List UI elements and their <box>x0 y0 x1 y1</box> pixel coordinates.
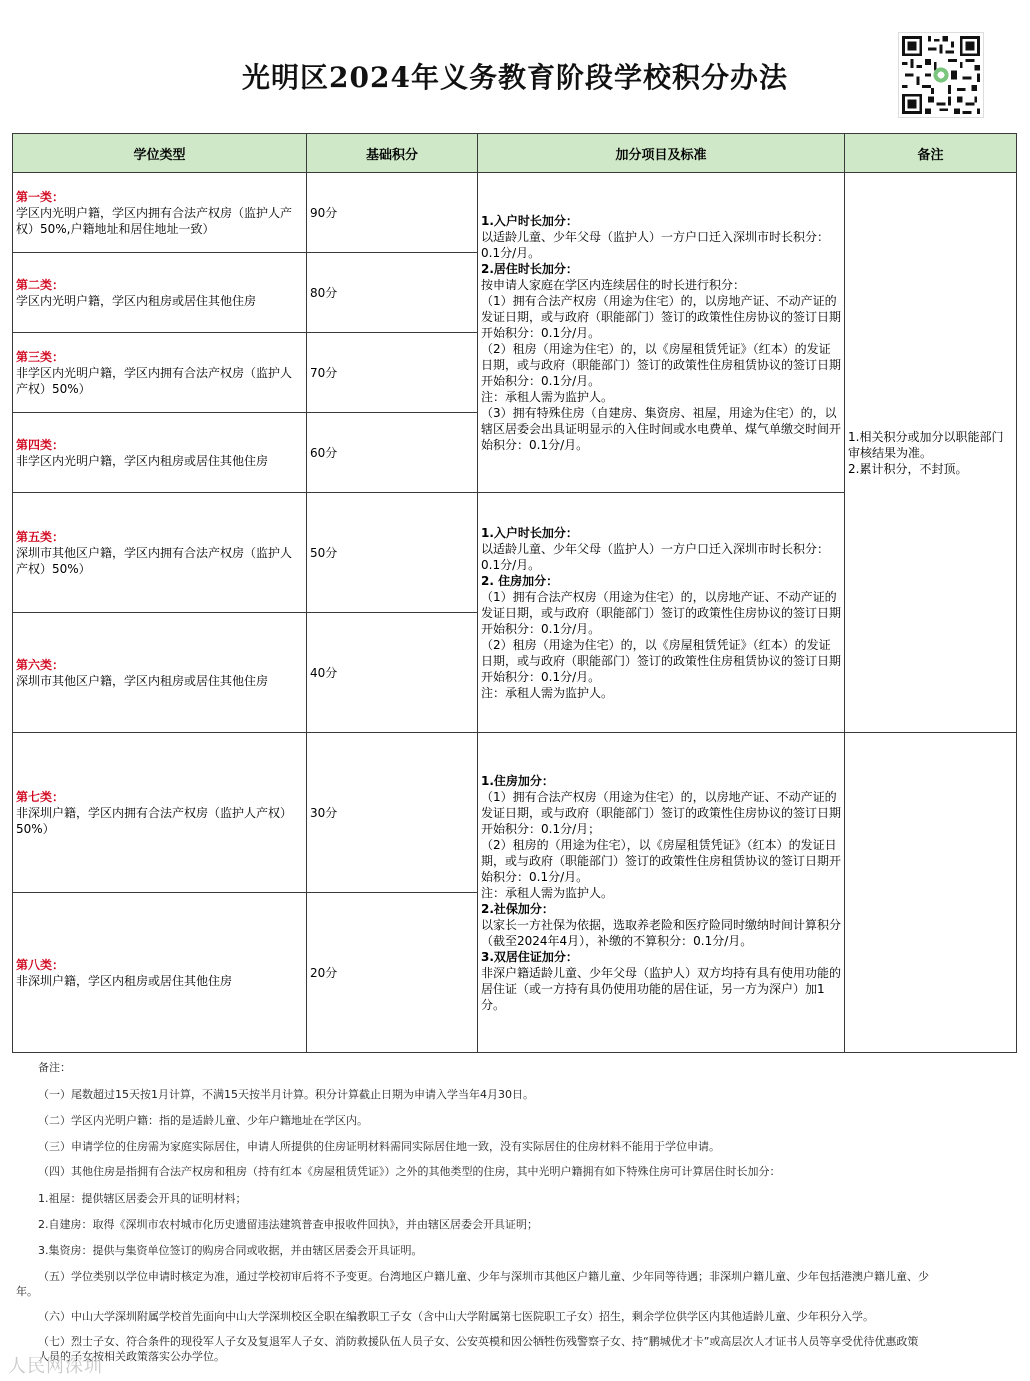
category-name: 第六类： <box>16 657 65 672</box>
category-cell <box>13 413 307 493</box>
category-cell <box>13 733 307 893</box>
note-line: （五）学位类别以学位申请时核定为准，通过学校初审后将不予变更。台湾地区户籍儿童、少年与深圳市其他区户籍儿童、少年同等待遇；非深圳户籍儿童、少年包括港澳户籍儿童、少 <box>38 1270 929 1283</box>
note-line: 3.集资房：提供与集资单位签订的购房合同或收据，并由辖区居委会开具证明。 <box>38 1244 423 1257</box>
qr-code[interactable] <box>898 32 984 118</box>
header-base-score: 基础积分 <box>307 134 478 173</box>
note-line: 年。 <box>16 1285 38 1298</box>
note-line: 2.自建房：取得《深圳市农村城市化历史遗留违法建筑普查申报收件回执》，并由辖区居委会开具证明； <box>38 1218 538 1231</box>
note-line: （二）学区内光明户籍：指的是适龄儿童、少年户籍地址在学区内。 <box>38 1114 368 1127</box>
note-line: （六）中山大学深圳附属学校首先面向中山大学深圳校区全职在编教职工子女（含中山大学附属第七医院职工子女）招生，剩余学位供学区内其他适龄儿童、少年积分入学。 <box>38 1310 874 1323</box>
base-score: 50分 <box>307 493 478 613</box>
bonus-title: 2.居住时长加分： <box>481 261 578 276</box>
base-score: 30分 <box>307 733 478 893</box>
bonus-line: （3）拥有特殊住房（自建房、集资房、祖屋，用途为住宅）的，以辖区居委会出具证明显示的入住时间或水电费单、煤气单缴交时间开始积分：0.1分/月。 <box>481 405 842 452</box>
bonus-title: 1.入户时长加分： <box>481 525 578 540</box>
watermark: 人民网深圳 <box>8 1356 103 1376</box>
category-cell <box>13 613 307 733</box>
remark-cell-empty <box>845 733 1017 1053</box>
base-score: 60分 <box>307 413 478 493</box>
bonus-title: 2. 住房加分： <box>481 573 559 588</box>
category-desc: 非学区内光明户籍，学区内拥有合法产权房（监护人产权）50%） <box>16 365 293 396</box>
bonus-line: （1）拥有合法产权房（用途为住宅）的，以房地产证、不动产证的发证日期，或与政府（职能部门）签订的政策性住房协议的签订日期开始积分：0.1分/月。 <box>481 589 842 636</box>
category-cell <box>13 173 307 253</box>
note-line: （四）其他住房是指拥有合法产权房和租房（持有红本《房屋租赁凭证》）之外的其他类型的住房，其中光明户籍拥有如下特殊住房可计算居住时长加分： <box>38 1165 781 1178</box>
bonus-line: 以适龄儿童、少年父母（监护人）一方户口迁入深圳市时长积分：0.1分/月。 <box>481 541 830 572</box>
bonus-line: 以家长一方社保为依据，选取养老险和医疗险同时缴纳时间计算积分（截至2024年4月），补缴的不算积分：0.1分/月。 <box>481 917 842 948</box>
base-score: 20分 <box>307 893 478 1053</box>
category-cell <box>13 253 307 333</box>
category-name: 第八类： <box>16 957 65 972</box>
category-desc: 深圳市其他区户籍，学区内租房或居住其他住房 <box>16 673 269 688</box>
header-type: 学位类型 <box>13 134 307 173</box>
category-name: 第四类： <box>16 437 65 452</box>
bonus-line: （2）租房的（用途为住宅），以《房屋租赁凭证》（红本）的发证日期，或与政府（职能部门）签订的政策性住房租赁协议的签订日期开始积分：0.1分/月。 <box>481 837 842 884</box>
bonus-cell-group2 <box>478 493 845 733</box>
bonus-line: （1）拥有合法产权房（用途为住宅）的，以房地产证、不动产证的发证日期，或与政府（职能部门）签订的政策性住房协议的签订日期开始积分：0.1分/月。 <box>481 293 842 340</box>
base-score: 40分 <box>307 613 478 733</box>
remark-line: 2.累计积分，不封顶。 <box>848 461 968 476</box>
bonus-title: 1.住房加分： <box>481 773 554 788</box>
category-name: 第三类： <box>16 349 65 364</box>
header-bonus: 加分项目及标准 <box>478 134 845 173</box>
category-name: 第七类： <box>16 789 65 804</box>
category-cell <box>13 333 307 413</box>
qr-code-icon <box>899 33 983 117</box>
table-row <box>13 173 1017 253</box>
bonus-title: 1.入户时长加分： <box>481 213 578 228</box>
bonus-line: 以适龄儿童、少年父母（监护人）一方户口迁入深圳市时长积分：0.1分/月。 <box>481 229 830 260</box>
bonus-line: 注：承租人需为监护人。 <box>481 885 614 900</box>
bonus-line: 非深户籍适龄儿童、少年父母（监护人）双方均持有具有使用功能的居住证（或一方持有具仍使用功能的居住证，另一方为深户）加1分。 <box>481 965 842 1012</box>
base-score: 90分 <box>307 173 478 253</box>
bonus-line: 按申请人家庭在学区内连续居住的时长进行积分： <box>481 277 746 292</box>
category-name: 第五类： <box>16 529 65 544</box>
category-desc: 非深圳户籍，学区内租房或居住其他住房 <box>16 973 233 988</box>
points-table <box>12 133 1017 1053</box>
note-line: 1.祖屋：提供辖区居委会开具的证明材料； <box>38 1192 247 1205</box>
bonus-line: 注：承租人需为监护人。 <box>481 685 614 700</box>
remark-cell <box>845 173 1017 733</box>
table-header-row <box>13 134 1017 173</box>
bonus-title: 2.社保加分： <box>481 901 554 916</box>
category-desc: 非学区内光明户籍，学区内租房或居住其他住房 <box>16 453 269 468</box>
header-remark: 备注 <box>845 134 1017 173</box>
category-name: 第二类： <box>16 277 65 292</box>
base-score: 70分 <box>307 333 478 413</box>
category-name: 第一类： <box>16 189 65 204</box>
table-row <box>13 733 1017 893</box>
note-line: （一）尾数超过15天按1月计算，不满15天按半月计算。积分计算截止日期为申请入学当年4月30日。 <box>38 1088 534 1101</box>
base-score: 80分 <box>307 253 478 333</box>
note-line: （七）烈士子女、符合条件的现役军人子女及复退军人子女、消防救援队伍人员子女、公安英模和因公牺牲伤残警察子女、持“鹏城优才卡”或高层次人才证书人员等享受优待优惠政策 <box>38 1335 919 1348</box>
page-title: 光明区2024年义务教育阶段学校积分办法 <box>242 61 788 94</box>
note-line: 人员的子女按相关政策落实公办学位。 <box>38 1350 225 1363</box>
category-cell <box>13 893 307 1053</box>
remark-line: 1.相关积分或加分以职能部门审核结果为准。 <box>848 429 1004 460</box>
bonus-line: （2）租房（用途为住宅）的，以《房屋租赁凭证》（红本）的发证日期，或与政府（职能部门）签订的政策性住房租赁协议的签订日期开始积分：0.1分/月。 <box>481 341 842 388</box>
category-desc: 学区内光明户籍，学区内租房或居住其他住房 <box>16 293 257 308</box>
bonus-title: 3.双居住证加分： <box>481 949 578 964</box>
category-desc: 深圳市其他区户籍，学区内拥有合法产权房（监护人产权）50%） <box>16 545 293 576</box>
note-line: （三）申请学位的住房需为家庭实际居住，申请人所提供的住房证明材料需同实际居住地一致，没有实际居住的住房材料不能用于学位申请。 <box>38 1140 720 1153</box>
bonus-line: （2）租房（用途为住宅）的，以《房屋租赁凭证》（红本）的发证日期，或与政府（职能部门）签订的政策性住房租赁协议的签订日期开始积分：0.1分/月。 <box>481 637 842 684</box>
category-cell <box>13 493 307 613</box>
notes-heading: 备注： <box>38 1061 71 1074</box>
bonus-cell-group3 <box>478 733 845 1053</box>
bonus-cell-group1 <box>478 173 845 493</box>
category-desc: 学区内光明户籍，学区内拥有合法产权房（监护人产权）50%,户籍地址和居住地址一致） <box>16 205 293 236</box>
bonus-line: 注：承租人需为监护人。 <box>481 389 614 404</box>
bonus-line: （1）拥有合法产权房（用途为住宅）的，以房地产证、不动产证的发证日期，或与政府（职能部门）签订的政策性住房协议的签订日期开始积分：0.1分/月； <box>481 789 842 836</box>
category-desc: 非深圳户籍，学区内拥有合法产权房（监护人产权）50%） <box>16 805 293 836</box>
